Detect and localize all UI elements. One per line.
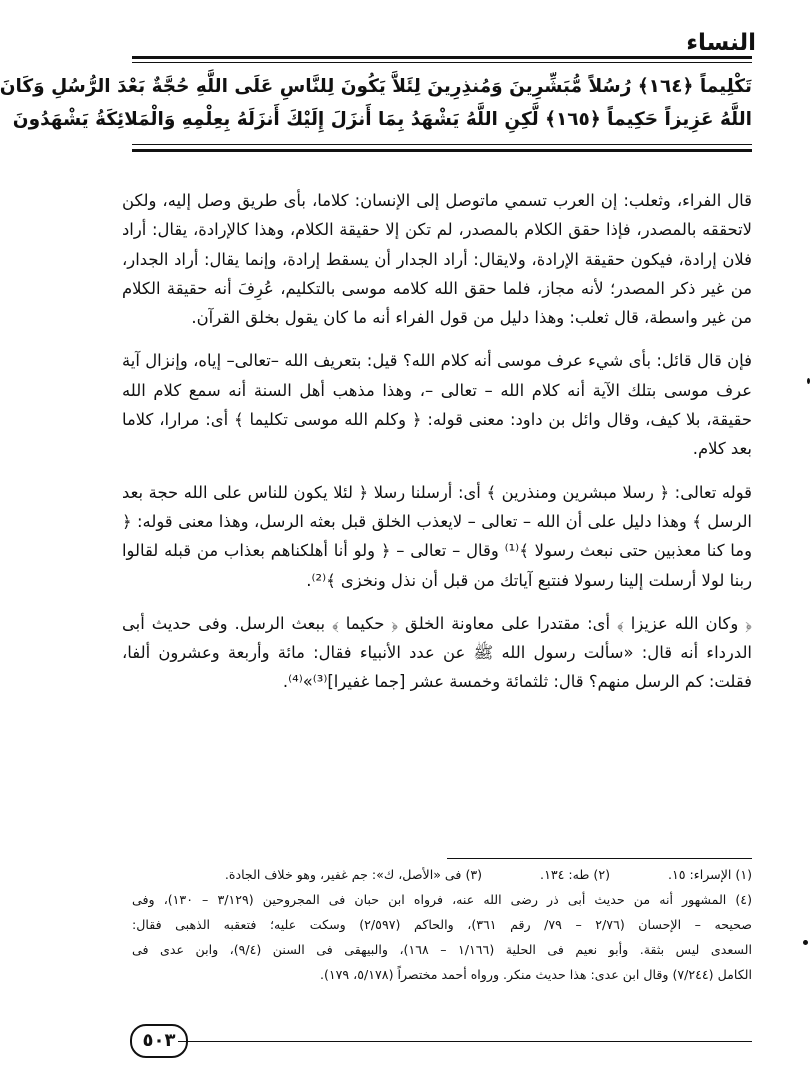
margin-dot (803, 940, 808, 945)
footnote-3: (٣) فى «الأصل، ك»: جم غفير، وهو خلاف الجادة. (224, 867, 483, 882)
page-number: ٥٠٣ (130, 1024, 188, 1058)
paragraph-3: قوله تعالى: ﴿ رسلا مبشرين ومنذرين ﴾ أى: أرسلنا رسلا ﴿ لئلا يكون للناس على الله حجة بعد الرسل ﴾ وهذا دليل على أن الله – تعالى – لايعذب الخلق قبل بعثه الرسل، وهذا معنى قوله: ﴿ وما كنا معذبين حتى نبعث رسولا ﴾⁽¹⁾ وقال – تعالى – ﴿ ولو أنا أهلكناهم بعذاب من قبله لقالوا ربنا لولا أرسلت إلينا رسولا فنتبع آياتك من قبل أن نذل ونخزى ﴾⁽²⁾. (122, 482, 752, 590)
commentary-body (122, 186, 752, 711)
footnote-4-line-1: (٤) المشهور أنه من حديث أبى ذر رضى الله عنه، فرواه ابن حبان فى المجروحين (٣/١٢٩ – ١٣٠)، وفى (132, 892, 752, 907)
footnotes (132, 862, 752, 987)
paragraph-1: قال الفراء، وثعلب: إن العرب تسمي ماتوصل إلى الإنسان: كلاما، بأى طريق وصل إليه، ولكن لاتحققه بالمصدر، فإذا حقق الكلام بالمصدر، لم تكن إلا حقيقة الكلام، وهذا كالإرادة، يقال: أراد فلان إرادة، فيكون حقيقة الإرادة، ولايقال: أراد الجدار أن يسقط إرادة، وإنما يقال: أراد الجدار، من غير ذكر المصدر؛ لأنه مجاز، فلما حقق الله كلامه موسى بالتكليم، عُرِفَ أنه حقيقة الكلام من غير واسطة، قال ثعلب: وهذا دليل من قول الفراء أنه ما كان يقول بخلق القرآن. (122, 191, 752, 328)
footer-rule (178, 1041, 752, 1042)
footnote-4-line-2: صحيحه – الإحسان (٢/٧٦ – ٧٩/ رقم ٣٦١)، والحاكم (٢/٥٩٧) وسكت عليه؛ فتعقبه الذهبى فقال: (132, 917, 752, 932)
footnote-1: (١) الإسراء: ١٥. (668, 867, 752, 882)
footnote-separator (447, 858, 752, 859)
verse-rule-thin (132, 144, 752, 145)
header-rule-thin (132, 62, 752, 63)
quran-verse-block (0, 70, 752, 136)
footnote-4-line-4: الكامل (٧/٢٤٤) وقال ابن عدى: هذا حديث منكر. ورواه أحمد مختصراً (٥/١٧٨، ١٧٩). (319, 967, 752, 982)
verse-line-1: تَكْلِيماً ﴿١٦٤﴾ رُسُلاً مُّبَشِّرِينَ وَمُنذِرِينَ لِئَلاَّ يَكُونَ لِلنَّاسِ عَلَى اللَّهِ حُجَّةٌ بَعْدَ الرُّسُلِ وَكَانَ (0, 76, 752, 97)
verse-rule-thick (132, 149, 752, 152)
footnote-4-line-3: السعدى ليس بثقة. وأبو نعيم فى الحلية (١/١٦٦ – ١٦٨)، والبيهقى فى السنن (٩/٤)، وابن عدى فى (132, 942, 752, 957)
footnote-2: (٢) طه: ١٣٤. (540, 867, 610, 882)
surah-title: النساء (686, 30, 756, 56)
footnote-row-1 (132, 862, 752, 887)
verse-line-2: اللَّهُ عَزِيزاً حَكِيماً ﴿١٦٥﴾ لَّكِنِ اللَّهُ يَشْهَدُ بِمَا أَنزَلَ إِلَيْكَ أَنزَلَهُ بِعِلْمِهِ وَالْمَلائِكَةُ يَشْهَدُونَ (12, 109, 752, 130)
paragraph-4: ﴿ وكان الله عزيزا ﴾ أى: مقتدرا على معاونة الخلق ﴿ حكيما ﴾ ببعث الرسل. وفى حديث أبى الدرداء أنه قال: «سألت رسول الله ﷺ عن عدد الأنبياء فقال: مائة وأربعة وعشرون ألفا، فقلت: كم الرسل منهم؟ قال: ثلثمائة وخمسة عشر [جما غفيرا]⁽³⁾»⁽⁴⁾. (122, 613, 752, 692)
header-rule-thick (132, 56, 752, 59)
paragraph-2: فإن قال قائل: بأى شيء عرف موسى أنه كلام الله؟ قيل: بتعريف الله –تعالى– إياه، وإنزال آية عرف موسى بتلك الآية أنه كلام الله – تعالى –، وهذا مذهب أهل السنة أنه سمع كلام الله حقيقة، بلا كيف، وقال وائل بن داود: معنى قوله: ﴿ وكلم الله موسى تكليما ﴾ أى: مرارا، كلاما بعد كلام. (122, 351, 752, 459)
